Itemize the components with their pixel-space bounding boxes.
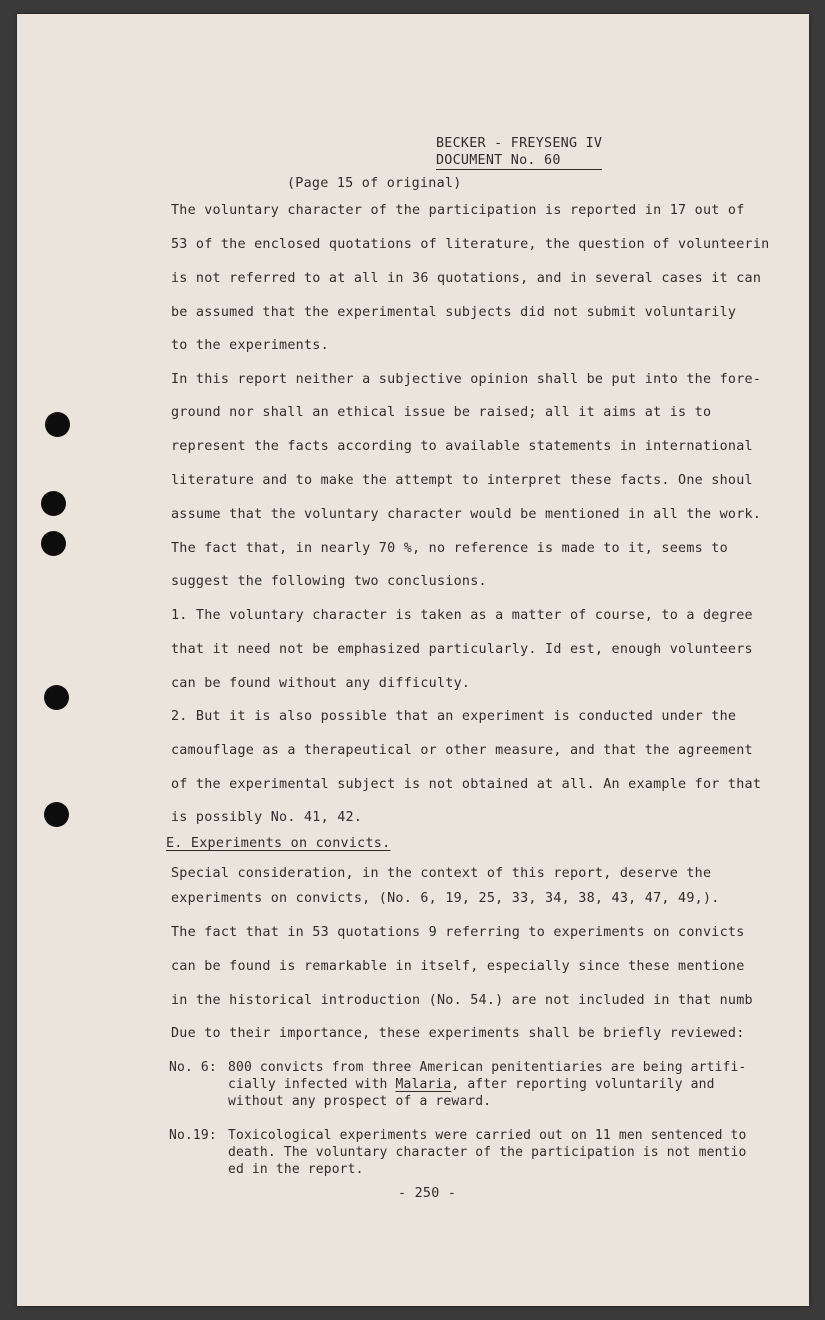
text-line: Special consideration, in the context of this report, deserve the: [171, 866, 712, 881]
text-line: ground nor shall an ethical issue be raised; all it aims at is to: [171, 405, 712, 420]
text-line: 2. But it is also possible that an experiment is conducted under the: [171, 709, 737, 724]
underlined-term: Malaria: [395, 1077, 452, 1092]
punch-hole: [41, 531, 66, 556]
text-line: is not referred to at all in 36 quotations, and in several cases it can: [171, 271, 762, 286]
header-case-title: BECKER - FREYSENG IV: [436, 136, 603, 151]
text-line: The voluntary character of the participation is reported in 17 out of: [171, 203, 745, 218]
punch-hole: [44, 802, 69, 827]
text-line: Due to their importance, these experiments shall be briefly reviewed:: [171, 1026, 745, 1041]
text-line: 53 of the enclosed quotations of literature, the question of volunteerin: [171, 237, 770, 252]
text-line: that it need not be emphasized particularly. Id est, enough volunteers: [171, 642, 753, 657]
text-line: cially infected with Malaria, after reporting voluntarily and: [228, 1077, 715, 1092]
text-line: The fact that in 53 quotations 9 referring to experiments on convicts: [171, 925, 745, 940]
text-line: can be found is remarkable in itself, especially since these mentione: [171, 959, 745, 974]
text-line: be assumed that the experimental subjects did not submit voluntarily: [171, 305, 737, 320]
text-line: camouflage as a therapeutical or other measure, and that the agreement: [171, 743, 753, 758]
document-page: [17, 14, 809, 1306]
text-line: to the experiments.: [171, 338, 329, 353]
punch-hole: [44, 685, 69, 710]
header-document-number: DOCUMENT No. 60: [436, 153, 561, 168]
text-line: without any prospect of a reward.: [228, 1094, 492, 1109]
text-line: suggest the following two conclusions.: [171, 574, 487, 589]
text-line: assume that the voluntary character would be mentioned in all the work.: [171, 507, 762, 522]
text-line: in the historical introduction (No. 54.) are not included in that numb: [171, 993, 753, 1008]
page-number: - 250 -: [398, 1186, 457, 1201]
text-line: of the experimental subject is not obtained at all. An example for that: [171, 777, 762, 792]
page-reference: (Page 15 of original): [287, 176, 462, 191]
text-line: 1. The voluntary character is taken as a matter of course, to a degree: [171, 608, 753, 623]
text-line: The fact that, in nearly 70 %, no reference is made to it, seems to: [171, 541, 728, 556]
text-line: experiments on convicts, (No. 6, 19, 25, 33, 34, 38, 43, 47, 49,).: [171, 891, 720, 906]
text-line: represent the facts according to available statements in international: [171, 439, 753, 454]
text-line: 800 convicts from three American penitentiaries are being artifi-: [228, 1060, 747, 1075]
text-line: can be found without any difficulty.: [171, 676, 471, 691]
text-line: ed in the report.: [228, 1162, 364, 1177]
text-line: is possibly No. 41, 42.: [171, 810, 363, 825]
entry-label: No.19:: [169, 1128, 217, 1143]
punch-hole: [45, 412, 70, 437]
header-underline: [436, 169, 602, 170]
text-line: Toxicological experiments were carried out on 11 men sentenced to: [228, 1128, 747, 1143]
section-heading: E. Experiments on convicts.: [166, 836, 391, 851]
punch-hole: [41, 491, 66, 516]
text-line: literature and to make the attempt to interpret these facts. One shoul: [171, 473, 753, 488]
text-line: In this report neither a subjective opinion shall be put into the fore-: [171, 372, 762, 387]
text-line: death. The voluntary character of the participation is not mentio: [228, 1145, 747, 1160]
entry-label: No. 6:: [169, 1060, 217, 1075]
